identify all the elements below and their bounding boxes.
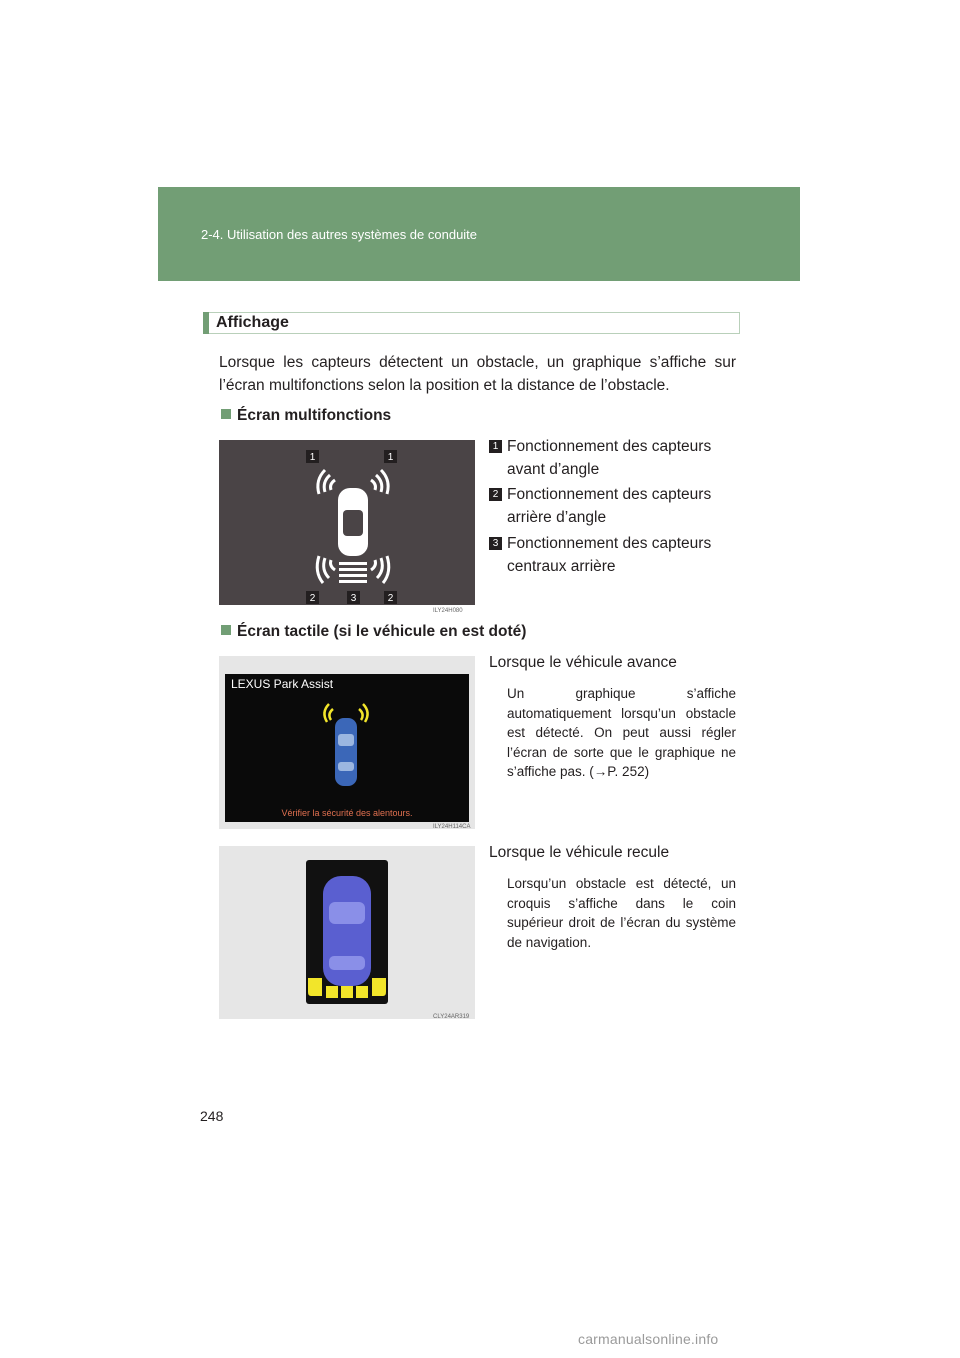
touch-screen-figure-reverse bbox=[219, 846, 475, 1019]
car-topview-icon bbox=[335, 718, 357, 786]
image-code: CLY24AR319 bbox=[433, 1014, 470, 1019]
multi-display-figure bbox=[219, 440, 475, 613]
forward-caption-text: Un graphique s’affiche automatiquement lorsqu’un obstacle est détecté. On peut aussi régler l’écran de sorte que le graphique ne s’affiche pas. (→P. 252) bbox=[507, 686, 736, 779]
legend-item-3: 3 Fonctionnement des capteurs centraux arrière bbox=[489, 532, 737, 578]
screen-title: LEXUS Park Assist bbox=[231, 677, 334, 691]
image-code: ILY24H080 bbox=[433, 608, 463, 613]
safety-warning: Vérifier la sécurité des alentours. bbox=[281, 808, 413, 818]
page-number: 248 bbox=[200, 1108, 224, 1124]
intro-paragraph: Lorsque les capteurs détectent un obstacle, un graphique s’affiche sur l’écran multifonctions selon la position et la distance de l’obstacle. bbox=[219, 354, 736, 394]
car-topview-icon bbox=[323, 876, 371, 986]
square-bullet-icon bbox=[221, 409, 231, 419]
touch-screen-figure-forward bbox=[219, 656, 475, 829]
reverse-caption-heading: Lorsque le véhicule recule bbox=[489, 844, 670, 861]
label-rear-center bbox=[347, 591, 360, 604]
square-bullet-icon bbox=[221, 625, 231, 635]
label-front-left bbox=[306, 450, 319, 463]
svg-text:3: 3 bbox=[350, 593, 357, 604]
touch-screen-heading: Écran tactile (si le véhicule en est doté) bbox=[221, 623, 526, 641]
svg-text:1: 1 bbox=[309, 452, 316, 463]
svg-text:2: 2 bbox=[309, 593, 316, 604]
section-title: Affichage bbox=[216, 314, 289, 331]
section-title-bar bbox=[203, 312, 740, 334]
svg-text:2: 2 bbox=[387, 593, 394, 604]
breadcrumb: 2-4. Utilisation des autres systèmes de conduite bbox=[201, 227, 478, 242]
label-rear-right bbox=[384, 591, 397, 604]
legend-item-1: 1 Fonctionnement des capteurs avant d’angle bbox=[489, 435, 737, 481]
multi-display-heading: Écran multifonctions bbox=[221, 407, 391, 425]
footer-watermark[interactable]: carmanualsonline.info bbox=[578, 1331, 719, 1347]
section-accent bbox=[203, 312, 209, 334]
legend-item-2: 2 Fonctionnement des capteurs arrière d’angle bbox=[489, 483, 737, 529]
image-code: ILY24H114CA bbox=[433, 824, 471, 829]
reverse-caption-text: Lorsqu’un obstacle est détecté, un croquis s’affiche dans le coin supérieur droit de l’écran du système de navigation. bbox=[507, 876, 736, 950]
label-front-right bbox=[384, 450, 397, 463]
label-rear-left bbox=[306, 591, 319, 604]
forward-caption-heading: Lorsque le véhicule avance bbox=[489, 654, 677, 671]
chapter-header bbox=[158, 187, 800, 281]
svg-text:1: 1 bbox=[387, 452, 394, 463]
car-topview-icon bbox=[338, 488, 368, 556]
